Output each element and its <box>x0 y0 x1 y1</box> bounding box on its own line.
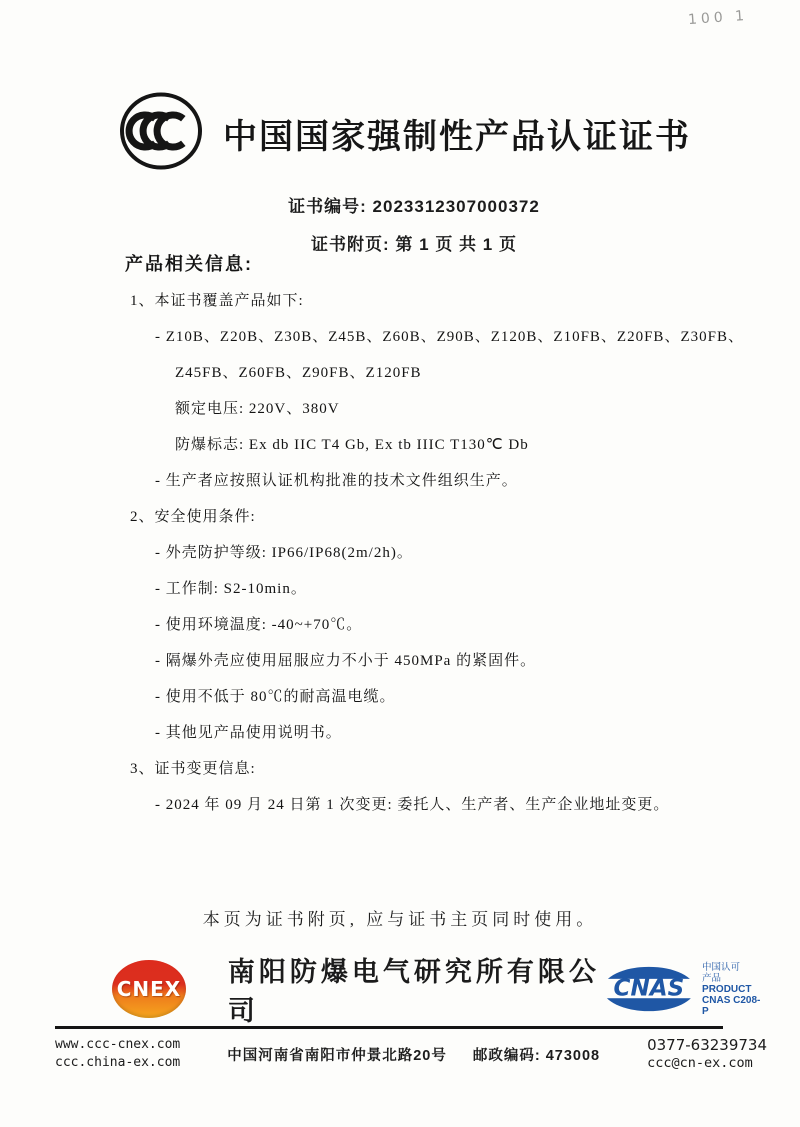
issuer-websites <box>55 1036 180 1072</box>
document-header <box>118 88 710 179</box>
body-line: - 使用不低于 80℃的耐高温电缆。 <box>155 689 396 705</box>
body-line: - 外壳防护等级: IP66/IP68(2m/2h)。 <box>155 545 413 561</box>
handwritten-page-mark: 100 1 <box>687 7 749 29</box>
cnas-logo-icon <box>600 962 698 1016</box>
contact-bar <box>55 1026 767 1072</box>
body-line: 2、安全使用条件: <box>130 509 256 525</box>
issuer-row <box>112 950 762 1028</box>
certificate-page-info: 证书附页: 第 1 页 共 1 页 <box>311 235 517 254</box>
body-line: - Z10B、Z20B、Z30B、Z45B、Z60B、Z90B、Z120B、Z10FB、Z20FB、Z30FB、 <box>155 329 744 345</box>
issuer-company-name: 南阳防爆电气研究所有限公司 <box>227 957 600 1026</box>
cnas-caption-line3: PRODUCT <box>702 983 752 995</box>
divider-rule <box>55 1026 723 1029</box>
website-primary: www.ccc-cnex.com <box>55 1037 181 1052</box>
issuer-email: ccc@cn-ex.com <box>647 1055 753 1071</box>
certificate-body <box>125 254 750 831</box>
issuer-postcode: 邮政编码: 473008 <box>472 1047 601 1064</box>
body-line: - 生产者应按照认证机构批准的技术文件组织生产。 <box>155 473 518 489</box>
body-line: 额定电压: 220V、380V <box>175 401 340 417</box>
body-line: - 使用环境温度: -40~+70℃。 <box>155 617 363 633</box>
document-title: 中国国家强制性产品认证证书 <box>223 118 691 156</box>
body-line: - 工作制: S2-10min。 <box>155 581 307 597</box>
cnas-caption-line1: 中国认可 <box>702 961 741 973</box>
issuer-contact <box>647 1036 767 1072</box>
cnas-accreditation-mark <box>600 962 762 1017</box>
website-secondary: ccc.china-ex.com <box>55 1055 181 1070</box>
body-line: Z45FB、Z60FB、Z90FB、Z120FB <box>175 365 422 381</box>
body-line: 1、本证书覆盖产品如下: <box>130 293 304 309</box>
issuer-phone: 0377-63239734 <box>647 1036 767 1054</box>
body-line: 防爆标志: Ex db IIC T4 Gb, Ex tb IIIC T130℃ Db <box>175 437 529 453</box>
cnas-caption-line2: 产品 <box>702 972 722 984</box>
cnas-caption <box>702 962 762 1017</box>
body-line: - 2024 年 09 月 24 日第 1 次变更: 委托人、生产者、生产企业地址变更。 <box>155 797 670 813</box>
body-line: - 其他见产品使用说明书。 <box>155 725 342 741</box>
svg-text:CNAS: CNAS <box>613 975 685 1002</box>
cnex-logo-icon <box>112 960 186 1018</box>
body-line: 产品相关信息: <box>125 254 253 274</box>
body-line: - 隔爆外壳应使用屈服应力不小于 450MPa 的紧固件。 <box>155 653 537 669</box>
issuer-address: 中国河南省南阳市仲景北路20号 <box>227 1047 447 1064</box>
cnas-caption-line4: CNAS C208-P <box>702 994 761 1017</box>
issuer-address-block <box>180 1044 647 1065</box>
attachment-note: 本页为证书附页, 应与证书主页同时使用。 <box>202 910 598 929</box>
body-line: 3、证书变更信息: <box>130 761 256 777</box>
cnex-logo-text: CNEX <box>116 977 182 1001</box>
ccc-certification-icon <box>118 88 204 179</box>
certificate-number: 证书编号: 2023312307000372 <box>288 197 540 216</box>
